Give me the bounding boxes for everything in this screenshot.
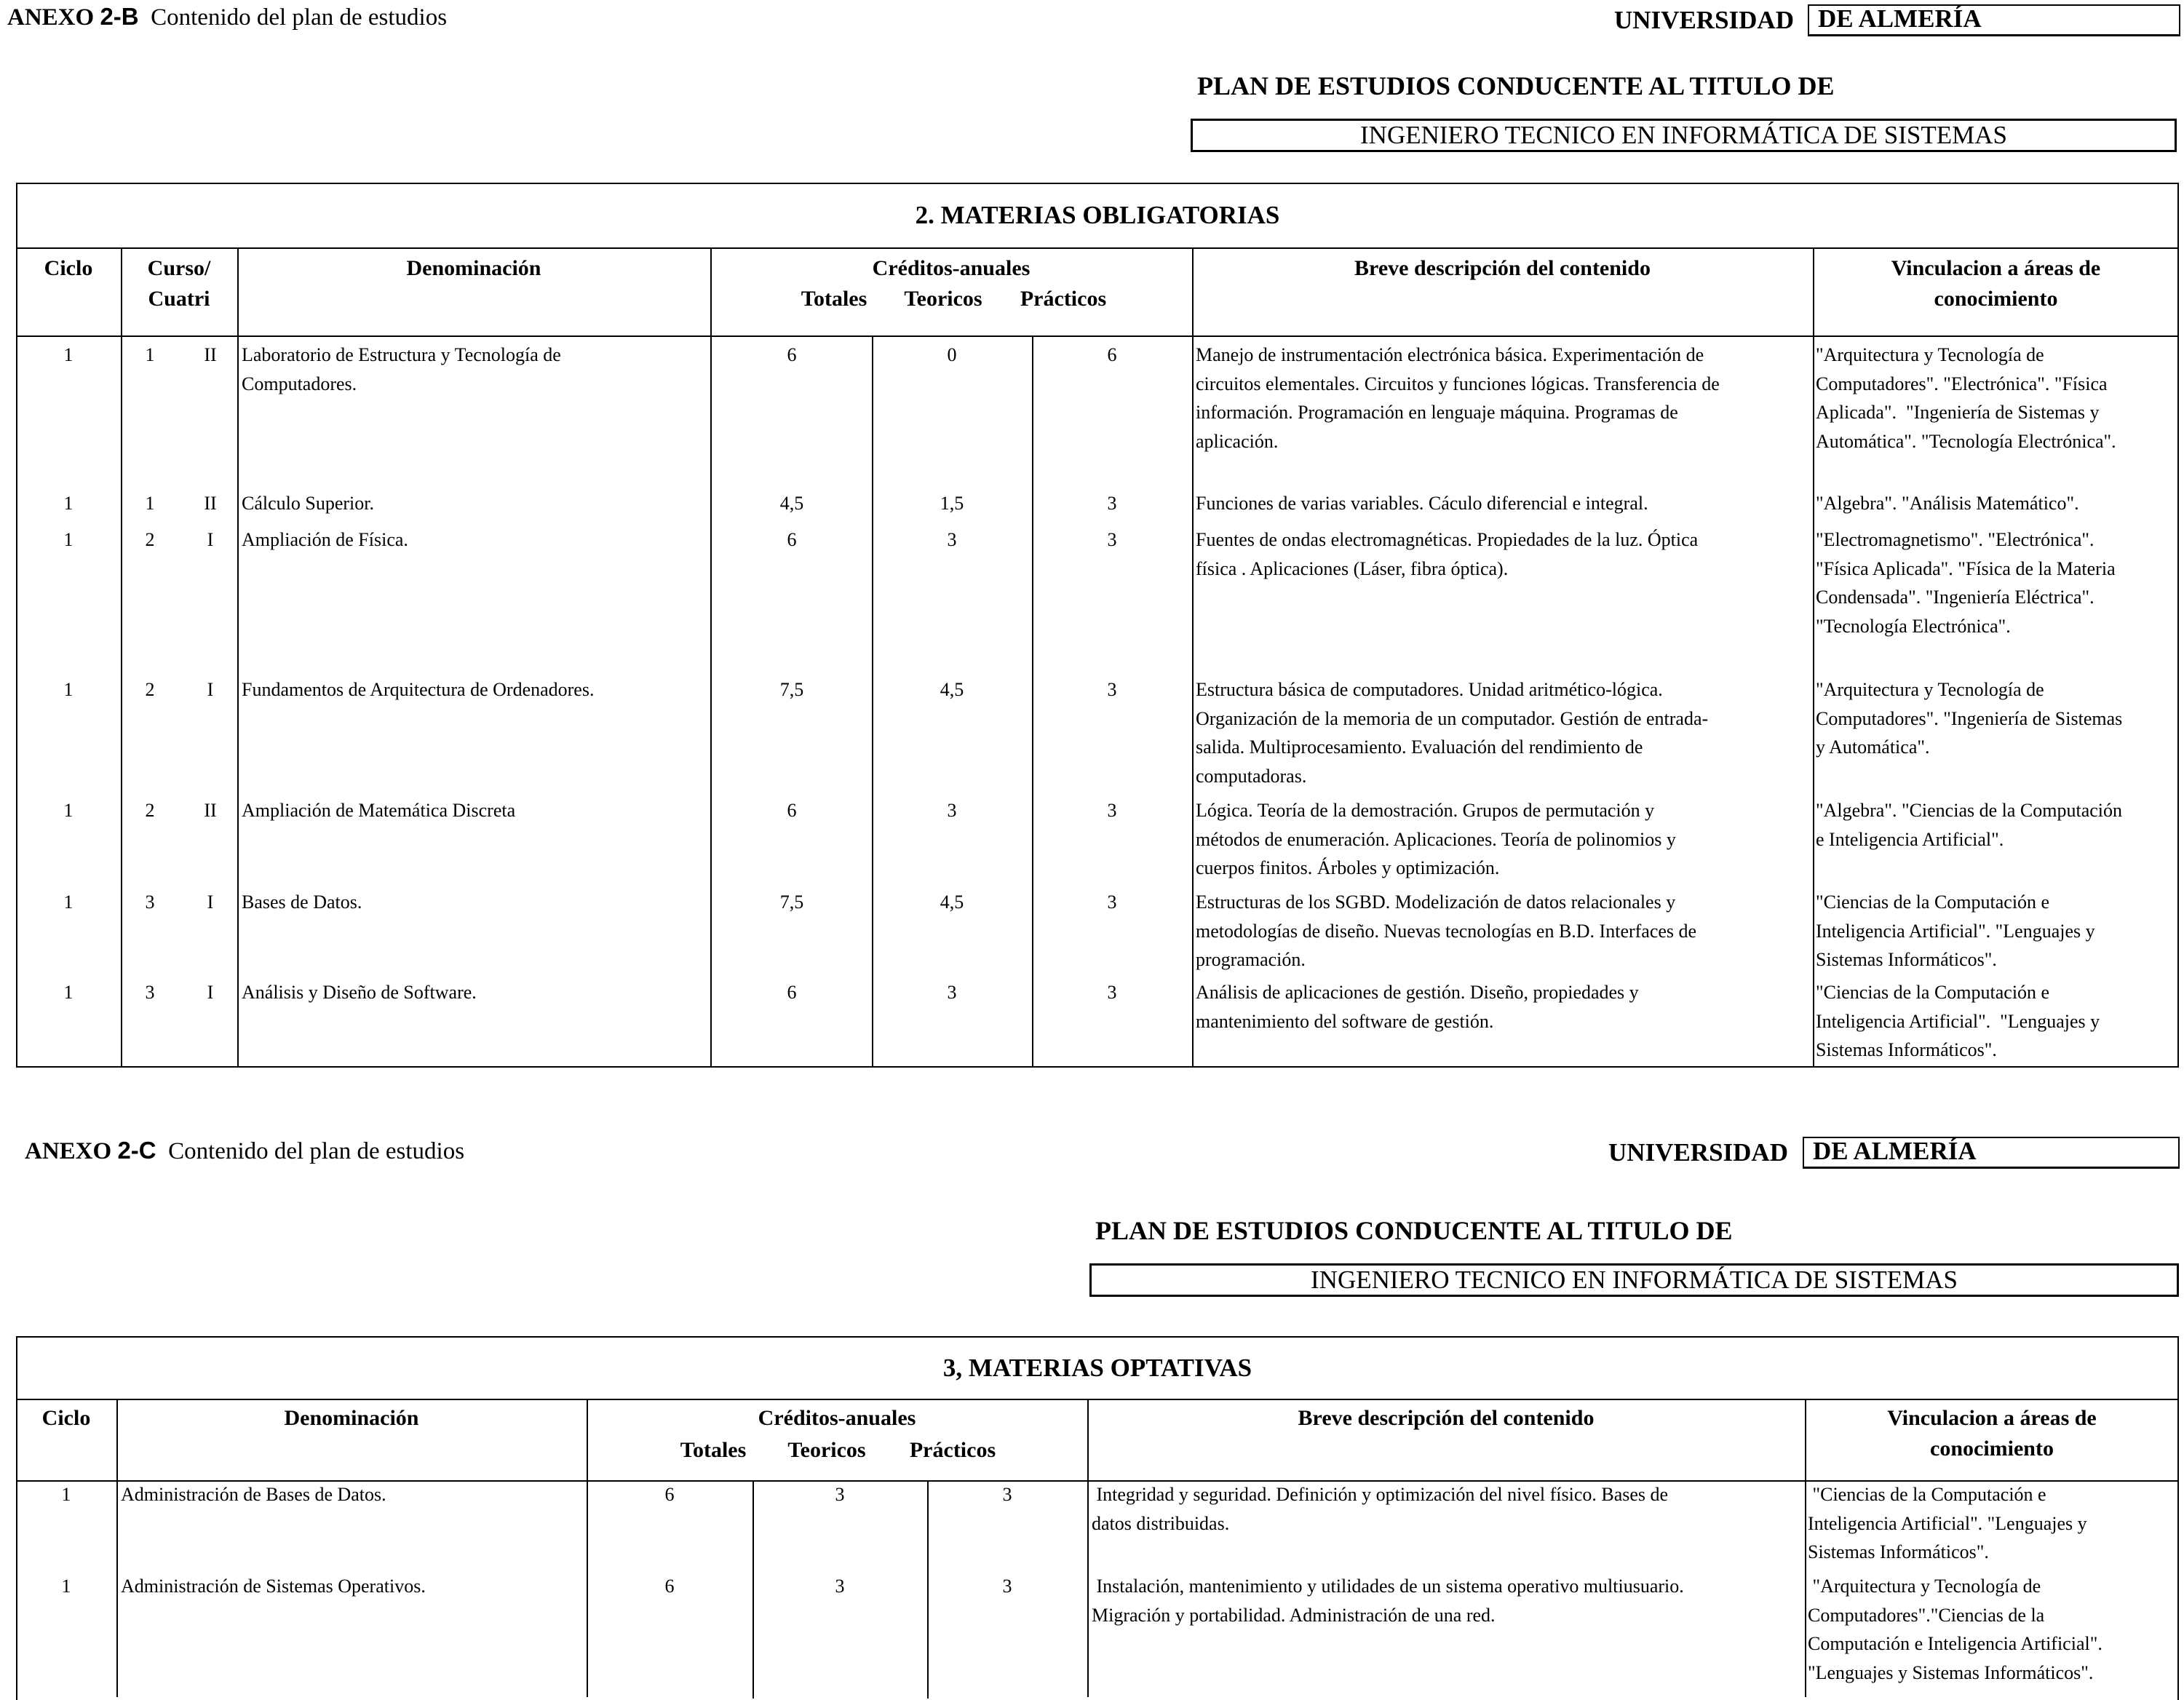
header-totales: Totales <box>801 287 867 311</box>
cell-vinculacion: "Arquitectura y Tecnología de <box>1816 679 2044 700</box>
cell-vinculacion: "Arquitectura y Tecnología de <box>1816 344 2044 365</box>
cell-curso: 1 <box>145 344 155 365</box>
anexo-code: 2-B <box>100 3 139 30</box>
cell-ciclo: 1 <box>63 982 74 1003</box>
cell-vinculacion: Sistemas Informáticos". <box>1816 949 1997 970</box>
header-teoricos: Teoricos <box>787 1438 866 1462</box>
cell-denominacion: Fundamentos de Arquitectura de Ordenadores. <box>242 679 595 700</box>
cell-descripcion: Fuentes de ondas electromagnéticas. Propiedades de la luz. Óptica <box>1196 529 1699 550</box>
cell-vinculacion: Computadores"."Ciencias de la <box>1808 1604 2045 1626</box>
header-descripcion: Breve descripción del contenido <box>1298 1406 1595 1430</box>
anexo-subtitle: Contenido del plan de estudios <box>151 4 448 31</box>
cell-descripcion: información. Programación en lenguaje máquina. Programas de <box>1196 402 1678 423</box>
cell-vinculacion: "Física Aplicada". "Física de la Materia <box>1816 557 2116 579</box>
cell-vinculacion: "Lenguajes y Sistemas Informáticos". <box>1808 1661 2094 1683</box>
cell-ciclo: 1 <box>61 1484 71 1505</box>
cell-ciclo: 1 <box>63 344 74 365</box>
cell-ciclo: 1 <box>63 679 74 700</box>
cell-vinculacion: "Algebra". "Análisis Matemático". <box>1816 493 2079 514</box>
cell-descripcion: Estructuras de los SGBD. Modelización de datos relacionales y <box>1196 891 1676 913</box>
cell-descripcion: métodos de enumeración. Aplicaciones. Teoría de polinomios y <box>1196 828 1676 850</box>
cell-curso: 3 <box>145 891 155 913</box>
cell-descripcion: Instalación, mantenimiento y utilidades de un sistema operativo multiusuario. <box>1092 1576 1684 1597</box>
cell-vinculacion: "Ciencias de la Computación e <box>1816 982 2050 1003</box>
cell-practicos: 6 <box>1107 344 1117 365</box>
cell-descripcion: cuerpos finitos. Árboles y optimización. <box>1196 857 1500 878</box>
cell-vinculacion: Inteligencia Artificial". "Lenguajes y <box>1816 1010 2100 1032</box>
cell-vinculacion: y Automática". <box>1816 736 1930 758</box>
cell-totales: 6 <box>664 1576 675 1597</box>
university-label: UNIVERSIDAD <box>1614 6 1794 34</box>
cell-teoricos: 4,5 <box>940 891 964 913</box>
table-caption: 2. MATERIAS OBLIGATORIAS <box>915 201 1280 229</box>
header-conocimiento: conocimiento <box>1930 1437 2054 1461</box>
cell-descripcion: Análisis de aplicaciones de gestión. Diseño, propiedades y <box>1196 982 1639 1003</box>
cell-vinculacion: Computadores". "Ingeniería de Sistemas <box>1816 707 2123 729</box>
cell-descripcion: programación. <box>1196 949 1306 970</box>
degree-title-box: INGENIERO TECNICO EN INFORMÁTICA DE SISTEMAS <box>1089 1263 2179 1297</box>
anexo-subtitle: Contenido del plan de estudios <box>168 1138 465 1164</box>
anexo-code: 2-C <box>117 1137 156 1164</box>
cell-descripcion: salida. Multiprocesamiento. Evaluación del rendimiento de <box>1196 736 1643 758</box>
cell-cuatri: I <box>207 529 214 550</box>
cell-descripcion: computadoras. <box>1196 765 1307 787</box>
header-creditos: Créditos-anuales <box>758 1406 916 1430</box>
cell-vinculacion: Computación e Inteligencia Artificial". <box>1808 1633 2102 1654</box>
cell-descripcion: Migración y portabilidad. Administración de una red. <box>1092 1604 1496 1626</box>
cell-vinculacion: "Algebra". "Ciencias de la Computación <box>1816 800 2123 821</box>
cell-teoricos: 3 <box>835 1576 845 1597</box>
header-denominacion: Denominación <box>284 1406 419 1430</box>
header-practicos: Prácticos <box>909 1438 996 1462</box>
cell-teoricos: 3 <box>947 982 957 1003</box>
cell-ciclo: 1 <box>61 1576 71 1597</box>
cell-cuatri: II <box>204 493 217 514</box>
header-ciclo: Ciclo <box>44 256 93 280</box>
anexo-label: ANEXO <box>25 1138 112 1164</box>
cell-totales: 7,5 <box>779 891 804 913</box>
cell-descripcion: Organización de la memoria de un computador. Gestión de entrada- <box>1196 707 1709 729</box>
cell-totales: 6 <box>787 982 797 1003</box>
cell-descripcion: aplicación. <box>1196 430 1279 452</box>
cell-practicos: 3 <box>1107 493 1117 514</box>
cell-teoricos: 3 <box>835 1484 845 1505</box>
header-denominacion: Denominación <box>406 256 541 280</box>
cell-denominacion: Ampliación de Matemática Discreta <box>242 800 516 821</box>
cell-vinculacion: "Ciencias de la Computación e <box>1808 1484 2046 1505</box>
cell-totales: 6 <box>664 1484 675 1505</box>
cell-descripcion: Manejo de instrumentación electrónica básica. Experimentación de <box>1196 344 1704 365</box>
header-curso: Curso/ <box>147 256 211 280</box>
anexo-label: ANEXO <box>7 4 95 31</box>
cell-cuatri: I <box>207 679 214 700</box>
cell-curso: 3 <box>145 982 155 1003</box>
cell-teoricos: 3 <box>947 800 957 821</box>
header-conocimiento: conocimiento <box>1934 287 2058 311</box>
cell-denominacion: Administración de Bases de Datos. <box>121 1484 386 1505</box>
cell-descripcion: física . Aplicaciones (Láser, fibra óptica). <box>1196 557 1509 579</box>
cell-descripcion: Integridad y seguridad. Definición y optimización del nivel físico. Bases de <box>1092 1484 1669 1505</box>
cell-vinculacion: "Ciencias de la Computación e <box>1816 891 2050 913</box>
cell-practicos: 3 <box>1002 1576 1012 1597</box>
cell-vinculacion: Computadores". "Electrónica". "Física <box>1816 373 2108 394</box>
plan-title: PLAN DE ESTUDIOS CONDUCENTE AL TITULO DE <box>1197 71 1835 100</box>
cell-vinculacion: Inteligencia Artificial". "Lenguajes y <box>1816 920 2095 942</box>
cell-vinculacion: e Inteligencia Artificial". <box>1816 828 2004 850</box>
cell-ciclo: 1 <box>63 529 74 550</box>
cell-totales: 6 <box>787 529 797 550</box>
header-totales: Totales <box>680 1438 747 1462</box>
header-teoricos: Teoricos <box>904 287 982 311</box>
cell-curso: 2 <box>145 529 155 550</box>
cell-practicos: 3 <box>1107 679 1117 700</box>
header-vinculacion: Vinculacion a áreas de <box>1887 1406 2097 1430</box>
plan-title: PLAN DE ESTUDIOS CONDUCENTE AL TITULO DE <box>1095 1216 1733 1245</box>
university-label: UNIVERSIDAD <box>1608 1138 1788 1167</box>
cell-vinculacion: Condensada". "Ingeniería Eléctrica". <box>1816 587 2094 608</box>
cell-totales: 6 <box>787 800 797 821</box>
cell-denominacion: Laboratorio de Estructura y Tecnología de <box>242 344 561 365</box>
header-cuatri: Cuatri <box>148 287 210 311</box>
cell-totales: 4,5 <box>779 493 804 514</box>
header-descripcion: Breve descripción del contenido <box>1354 256 1651 280</box>
degree-title-box: INGENIERO TECNICO EN INFORMÁTICA DE SISTEMAS <box>1191 119 2177 152</box>
header-practicos: Prácticos <box>1020 287 1107 311</box>
cell-denominacion: Bases de Datos. <box>242 891 362 913</box>
cell-descripcion: circuitos elementales. Circuitos y funciones lógicas. Transferencia de <box>1196 373 1720 394</box>
cell-vinculacion: Inteligencia Artificial". "Lenguajes y <box>1808 1512 2087 1534</box>
cell-cuatri: II <box>204 344 217 365</box>
cell-ciclo: 1 <box>63 800 74 821</box>
cell-cuatri: II <box>204 800 217 821</box>
cell-denominacion: Análisis y Diseño de Software. <box>242 982 477 1003</box>
cell-vinculacion: "Arquitectura y Tecnología de <box>1808 1576 2041 1597</box>
cell-descripcion: metodologías de diseño. Nuevas tecnologías en B.D. Interfaces de <box>1196 920 1697 942</box>
cell-vinculacion: Automática". "Tecnología Electrónica". <box>1816 430 2116 452</box>
header-vinculacion: Vinculacion a áreas de <box>1891 256 2101 280</box>
cell-teoricos: 4,5 <box>940 679 964 700</box>
cell-practicos: 3 <box>1107 891 1117 913</box>
table-caption: 3, MATERIAS OPTATIVAS <box>942 1354 1252 1382</box>
cell-teoricos: 1,5 <box>940 493 964 514</box>
cell-practicos: 3 <box>1107 982 1117 1003</box>
university-name-box: DE ALMERÍA <box>1808 4 2180 36</box>
cell-cuatri: I <box>207 982 214 1003</box>
cell-descripcion: Lógica. Teoría de la demostración. Grupos de permutación y <box>1196 800 1655 821</box>
cell-ciclo: 1 <box>63 493 74 514</box>
cell-practicos: 3 <box>1107 529 1117 550</box>
cell-totales: 7,5 <box>779 679 804 700</box>
cell-descripcion: mantenimiento del software de gestión. <box>1196 1010 1494 1032</box>
cell-teoricos: 3 <box>947 529 957 550</box>
cell-denominacion: Ampliación de Física. <box>242 529 408 550</box>
cell-cuatri: I <box>207 891 214 913</box>
cell-totales: 6 <box>787 344 797 365</box>
header-creditos: Créditos-anuales <box>872 256 1031 280</box>
cell-curso: 2 <box>145 800 155 821</box>
cell-denominacion: Cálculo Superior. <box>242 493 374 514</box>
cell-vinculacion: Sistemas Informáticos". <box>1816 1039 1997 1060</box>
cell-ciclo: 1 <box>63 891 74 913</box>
cell-descripcion: Estructura básica de computadores. Unidad aritmético-lógica. <box>1196 679 1663 700</box>
cell-vinculacion: Sistemas Informáticos". <box>1808 1541 1989 1562</box>
cell-descripcion: datos distribuidas. <box>1092 1512 1230 1534</box>
header-ciclo: Ciclo <box>41 1406 91 1430</box>
cell-descripcion: Funciones de varias variables. Cáculo diferencial e integral. <box>1196 493 1648 514</box>
cell-vinculacion: Aplicada". "Ingeniería de Sistemas y <box>1816 402 2100 423</box>
cell-denominacion: Administración de Sistemas Operativos. <box>121 1576 426 1597</box>
cell-curso: 1 <box>145 493 155 514</box>
cell-teoricos: 0 <box>947 344 957 365</box>
anexo-heading <box>7 3 447 31</box>
cell-curso: 2 <box>145 679 155 700</box>
cell-vinculacion: "Tecnología Electrónica". <box>1816 615 2011 637</box>
cell-vinculacion: "Electromagnetismo". "Electrónica". <box>1816 529 2094 550</box>
cell-practicos: 3 <box>1002 1484 1012 1505</box>
anexo-heading-c <box>25 1137 464 1165</box>
cell-denominacion: Computadores. <box>242 373 357 394</box>
cell-practicos: 3 <box>1107 800 1117 821</box>
university-name-box: DE ALMERÍA <box>1803 1137 2180 1169</box>
